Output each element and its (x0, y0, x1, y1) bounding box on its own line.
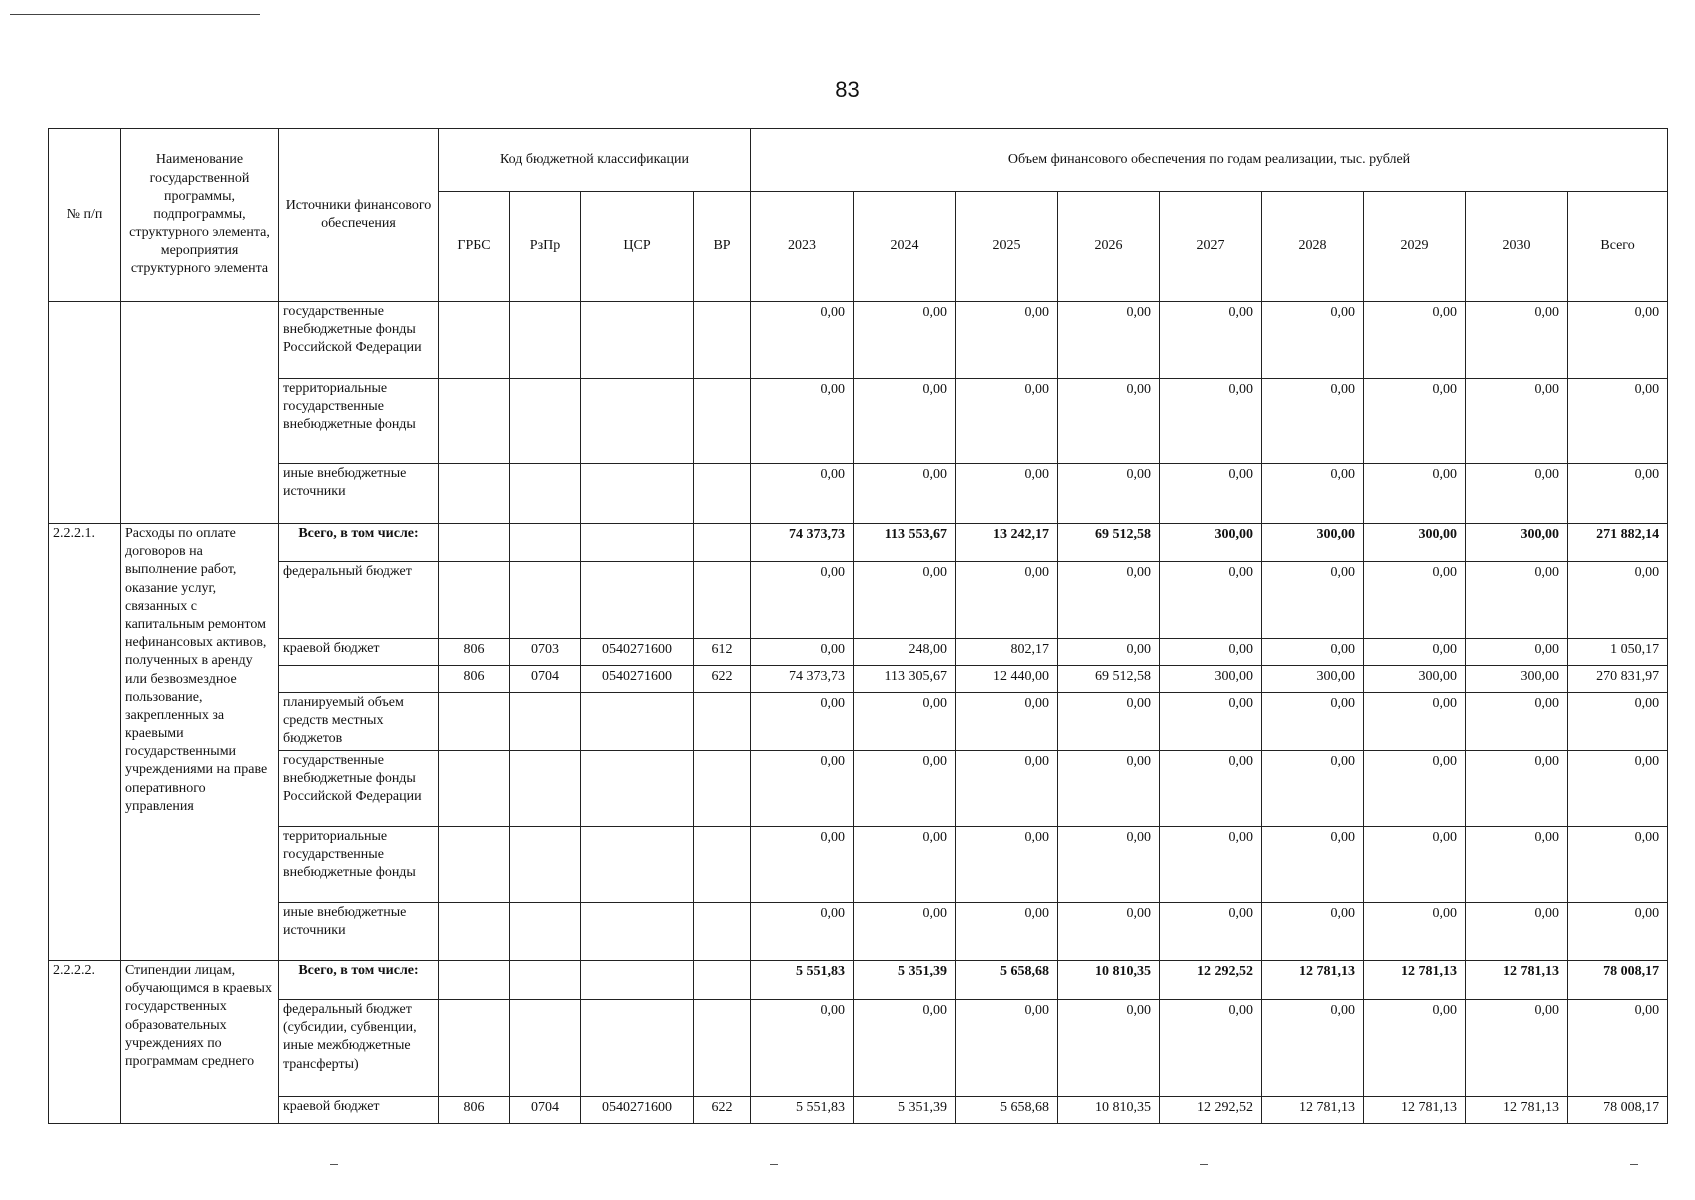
code-cell (439, 524, 510, 562)
code-cell: 612 (694, 639, 751, 666)
value-cell: 0,00 (956, 562, 1058, 639)
value-cell: 0,00 (1058, 903, 1160, 961)
value-cell: 5 551,83 (751, 1097, 854, 1124)
table-row (49, 562, 1668, 639)
value-cell: 0,00 (1262, 1000, 1364, 1097)
value-cell: 0,00 (854, 693, 956, 751)
value-cell: 0,00 (751, 903, 854, 961)
code-cell (694, 524, 751, 562)
code-cell (510, 827, 581, 903)
source-cell: государственные внебюджетные фонды Российской Федерации (279, 302, 439, 379)
value-cell: 0,00 (1364, 1000, 1466, 1097)
value-cell: 0,00 (1058, 464, 1160, 524)
value-cell: 0,00 (956, 379, 1058, 464)
value-cell: 0,00 (1364, 827, 1466, 903)
code-cell (581, 302, 694, 379)
table-row (49, 302, 1668, 379)
value-cell: 0,00 (1058, 693, 1160, 751)
value-cell: 802,17 (956, 639, 1058, 666)
code-cell: 0704 (510, 1097, 581, 1124)
code-cell (581, 903, 694, 961)
code-cell (510, 524, 581, 562)
value-cell: 0,00 (1160, 827, 1262, 903)
code-cell (510, 903, 581, 961)
value-cell: 0,00 (1364, 562, 1466, 639)
value-cell: 74 373,73 (751, 524, 854, 562)
value-cell: 0,00 (854, 903, 956, 961)
scan-mark (330, 1164, 338, 1165)
value-cell: 0,00 (1160, 562, 1262, 639)
total-cell: 0,00 (1568, 1000, 1668, 1097)
code-cell (694, 693, 751, 751)
value-cell: 13 242,17 (956, 524, 1058, 562)
header-source: Источники финансового обеспечения (279, 129, 439, 302)
value-cell: 300,00 (1466, 666, 1568, 693)
total-cell: 0,00 (1568, 464, 1668, 524)
value-cell: 0,00 (854, 1000, 956, 1097)
source-cell: Всего, в том числе: (279, 961, 439, 1000)
value-cell: 0,00 (1058, 827, 1160, 903)
value-cell: 0,00 (854, 562, 956, 639)
value-cell: 0,00 (956, 464, 1058, 524)
code-cell: 0540271600 (581, 639, 694, 666)
total-cell: 78 008,17 (1568, 1097, 1668, 1124)
code-cell (439, 379, 510, 464)
value-cell: 0,00 (1058, 751, 1160, 827)
value-cell: 12 781,13 (1364, 961, 1466, 1000)
table-row (49, 1000, 1668, 1097)
row-name (121, 302, 279, 524)
value-cell: 0,00 (956, 1000, 1058, 1097)
value-cell: 0,00 (1262, 827, 1364, 903)
code-cell (439, 903, 510, 961)
total-cell: 1 050,17 (1568, 639, 1668, 666)
source-cell: территориальные государственные внебюджетные фонды (279, 827, 439, 903)
value-cell: 300,00 (1262, 666, 1364, 693)
value-cell: 0,00 (1262, 751, 1364, 827)
value-cell: 0,00 (1160, 693, 1262, 751)
value-cell: 300,00 (1160, 666, 1262, 693)
table-body (49, 302, 1668, 1124)
code-cell (694, 903, 751, 961)
value-cell: 5 658,68 (956, 1097, 1058, 1124)
header-year-2027: 2027 (1160, 192, 1262, 302)
code-cell (510, 464, 581, 524)
value-cell: 0,00 (751, 827, 854, 903)
source-cell: иные внебюджетные источники (279, 903, 439, 961)
value-cell: 0,00 (956, 751, 1058, 827)
row-number: 2.2.2.2. (49, 961, 121, 1124)
code-cell (439, 302, 510, 379)
value-cell: 0,00 (854, 751, 956, 827)
source-cell: краевой бюджет (279, 1097, 439, 1124)
header-rzpr: РзПр (510, 192, 581, 302)
code-cell (581, 693, 694, 751)
table-row (49, 639, 1668, 666)
value-cell: 12 440,00 (956, 666, 1058, 693)
table-row (49, 751, 1668, 827)
code-cell (510, 562, 581, 639)
code-cell: 806 (439, 639, 510, 666)
table-row (49, 693, 1668, 751)
code-cell: 622 (694, 666, 751, 693)
total-cell: 0,00 (1568, 379, 1668, 464)
value-cell: 0,00 (1058, 562, 1160, 639)
value-cell: 12 781,13 (1262, 1097, 1364, 1124)
header-year-2023: 2023 (751, 192, 854, 302)
value-cell: 0,00 (1364, 464, 1466, 524)
header-csr: ЦСР (581, 192, 694, 302)
header-year-2026: 2026 (1058, 192, 1160, 302)
code-cell (694, 1000, 751, 1097)
value-cell: 0,00 (1466, 1000, 1568, 1097)
code-cell (439, 961, 510, 1000)
header-num: № п/п (49, 129, 121, 302)
code-cell: 806 (439, 1097, 510, 1124)
source-cell: краевой бюджет (279, 639, 439, 666)
code-cell (694, 464, 751, 524)
value-cell: 0,00 (854, 379, 956, 464)
value-cell: 0,00 (1058, 379, 1160, 464)
table-row (49, 379, 1668, 464)
value-cell: 0,00 (956, 693, 1058, 751)
code-cell (694, 827, 751, 903)
value-cell: 113 553,67 (854, 524, 956, 562)
code-cell: 622 (694, 1097, 751, 1124)
scan-mark (1630, 1164, 1638, 1165)
value-cell: 0,00 (956, 903, 1058, 961)
value-cell: 0,00 (751, 639, 854, 666)
page-number: 83 (835, 77, 860, 102)
value-cell: 69 512,58 (1058, 666, 1160, 693)
value-cell: 0,00 (1466, 751, 1568, 827)
total-cell: 271 882,14 (1568, 524, 1668, 562)
value-cell: 0,00 (1466, 639, 1568, 666)
code-cell (510, 302, 581, 379)
value-cell: 0,00 (1262, 464, 1364, 524)
code-cell: 0540271600 (581, 1097, 694, 1124)
code-cell (581, 1000, 694, 1097)
value-cell: 0,00 (1466, 693, 1568, 751)
value-cell: 0,00 (1466, 562, 1568, 639)
value-cell: 300,00 (1466, 524, 1568, 562)
source-cell: территориальные государственные внебюджетные фонды (279, 379, 439, 464)
value-cell: 0,00 (854, 464, 956, 524)
table-row (49, 666, 1668, 693)
value-cell: 0,00 (1058, 639, 1160, 666)
total-cell: 78 008,17 (1568, 961, 1668, 1000)
code-cell (439, 1000, 510, 1097)
value-cell: 0,00 (956, 827, 1058, 903)
row-number: 2.2.2.1. (49, 524, 121, 961)
value-cell: 12 292,52 (1160, 961, 1262, 1000)
header-total: Всего (1568, 192, 1668, 302)
value-cell: 0,00 (1466, 379, 1568, 464)
table-row (49, 961, 1668, 1000)
code-cell (510, 1000, 581, 1097)
value-cell: 0,00 (1466, 827, 1568, 903)
code-cell: 0704 (510, 666, 581, 693)
value-cell: 0,00 (1262, 903, 1364, 961)
source-cell: иные внебюджетные источники (279, 464, 439, 524)
value-cell: 10 810,35 (1058, 961, 1160, 1000)
code-cell (694, 302, 751, 379)
header-year-2024: 2024 (854, 192, 956, 302)
row-number (49, 302, 121, 524)
total-cell: 270 831,97 (1568, 666, 1668, 693)
value-cell: 0,00 (1364, 639, 1466, 666)
code-cell (581, 464, 694, 524)
value-cell: 12 781,13 (1364, 1097, 1466, 1124)
code-cell (581, 379, 694, 464)
value-cell: 0,00 (1160, 751, 1262, 827)
value-cell: 12 781,13 (1466, 961, 1568, 1000)
value-cell: 12 781,13 (1262, 961, 1364, 1000)
code-cell (581, 961, 694, 1000)
row-name: Стипендии лицам, обучающимся в краевых государственных образовательных учреждениях по программам среднего (121, 961, 279, 1124)
value-cell: 0,00 (751, 464, 854, 524)
value-cell: 0,00 (1364, 379, 1466, 464)
code-cell (581, 827, 694, 903)
code-cell (694, 379, 751, 464)
funding-table (48, 128, 1668, 1124)
value-cell: 0,00 (1160, 464, 1262, 524)
source-cell: федеральный бюджет (279, 562, 439, 639)
value-cell: 0,00 (1262, 639, 1364, 666)
scan-mark (1200, 1164, 1208, 1165)
code-cell (439, 464, 510, 524)
value-cell: 0,00 (1160, 639, 1262, 666)
code-cell (439, 827, 510, 903)
header-budget-code: Код бюджетной классификации (439, 129, 751, 192)
value-cell: 300,00 (1364, 666, 1466, 693)
value-cell: 5 351,39 (854, 1097, 956, 1124)
value-cell: 300,00 (1364, 524, 1466, 562)
value-cell: 12 781,13 (1466, 1097, 1568, 1124)
scan-mark (770, 1164, 778, 1165)
code-cell: 806 (439, 666, 510, 693)
code-cell (581, 562, 694, 639)
table-row (49, 1097, 1668, 1124)
value-cell: 0,00 (751, 693, 854, 751)
value-cell: 0,00 (1058, 302, 1160, 379)
header-grbs: ГРБС (439, 192, 510, 302)
source-cell: федеральный бюджет (субсидии, субвенции, иные межбюджетные трансферты) (279, 1000, 439, 1097)
code-cell (694, 751, 751, 827)
value-cell: 0,00 (1160, 302, 1262, 379)
value-cell: 0,00 (1262, 302, 1364, 379)
value-cell: 0,00 (1364, 751, 1466, 827)
source-cell (279, 666, 439, 693)
total-cell: 0,00 (1568, 903, 1668, 961)
value-cell: 5 351,39 (854, 961, 956, 1000)
header-vr: ВР (694, 192, 751, 302)
value-cell: 300,00 (1160, 524, 1262, 562)
code-cell (581, 751, 694, 827)
code-cell (439, 562, 510, 639)
value-cell: 0,00 (1160, 379, 1262, 464)
code-cell (439, 693, 510, 751)
table-row (49, 827, 1668, 903)
code-cell (510, 751, 581, 827)
top-rule (10, 14, 260, 15)
value-cell: 300,00 (1262, 524, 1364, 562)
value-cell: 0,00 (751, 562, 854, 639)
value-cell: 248,00 (854, 639, 956, 666)
code-cell (581, 524, 694, 562)
value-cell: 0,00 (1262, 562, 1364, 639)
value-cell: 5 551,83 (751, 961, 854, 1000)
value-cell: 113 305,67 (854, 666, 956, 693)
value-cell: 12 292,52 (1160, 1097, 1262, 1124)
value-cell: 0,00 (854, 827, 956, 903)
total-cell: 0,00 (1568, 693, 1668, 751)
value-cell: 0,00 (751, 751, 854, 827)
value-cell: 0,00 (1364, 903, 1466, 961)
table-row (49, 524, 1668, 562)
code-cell: 0703 (510, 639, 581, 666)
code-cell (510, 379, 581, 464)
source-cell: планируемый объем средств местных бюджетов (279, 693, 439, 751)
header-year-2030: 2030 (1466, 192, 1568, 302)
value-cell: 0,00 (956, 302, 1058, 379)
header-funding: Объем финансового обеспечения по годам реализации, тыс. рублей (751, 129, 1668, 192)
code-cell (510, 961, 581, 1000)
value-cell: 0,00 (1058, 1000, 1160, 1097)
value-cell: 74 373,73 (751, 666, 854, 693)
value-cell: 0,00 (751, 379, 854, 464)
value-cell: 0,00 (751, 302, 854, 379)
value-cell: 10 810,35 (1058, 1097, 1160, 1124)
header-year-2025: 2025 (956, 192, 1058, 302)
row-name: Расходы по оплате договоров на выполнение работ, оказание услуг, связанных с капитальным ремонтом нефинансовых активов, полученных в аренду или безвозмездное пользование, закрепленных за краевыми государственными учреждениями на праве оперативного управления (121, 524, 279, 961)
header-year-2028: 2028 (1262, 192, 1364, 302)
value-cell: 0,00 (1262, 693, 1364, 751)
source-cell: Всего, в том числе: (279, 524, 439, 562)
value-cell: 0,00 (1364, 693, 1466, 751)
code-cell (694, 961, 751, 1000)
value-cell: 0,00 (1364, 302, 1466, 379)
code-cell: 0540271600 (581, 666, 694, 693)
code-cell (439, 751, 510, 827)
total-cell: 0,00 (1568, 827, 1668, 903)
value-cell: 0,00 (854, 302, 956, 379)
table-row (49, 464, 1668, 524)
value-cell: 0,00 (1160, 1000, 1262, 1097)
total-cell: 0,00 (1568, 751, 1668, 827)
value-cell: 5 658,68 (956, 961, 1058, 1000)
value-cell: 69 512,58 (1058, 524, 1160, 562)
code-cell (510, 693, 581, 751)
header-name: Наименование государственной программы, подпрограммы, структурного элемента, мероприятия структурного элемента (121, 129, 279, 302)
table-row (49, 903, 1668, 961)
header-year-2029: 2029 (1364, 192, 1466, 302)
value-cell: 0,00 (1466, 464, 1568, 524)
value-cell: 0,00 (1160, 903, 1262, 961)
code-cell (694, 562, 751, 639)
value-cell: 0,00 (751, 1000, 854, 1097)
total-cell: 0,00 (1568, 562, 1668, 639)
value-cell: 0,00 (1262, 379, 1364, 464)
total-cell: 0,00 (1568, 302, 1668, 379)
source-cell: государственные внебюджетные фонды Российской Федерации (279, 751, 439, 827)
value-cell: 0,00 (1466, 903, 1568, 961)
value-cell: 0,00 (1466, 302, 1568, 379)
